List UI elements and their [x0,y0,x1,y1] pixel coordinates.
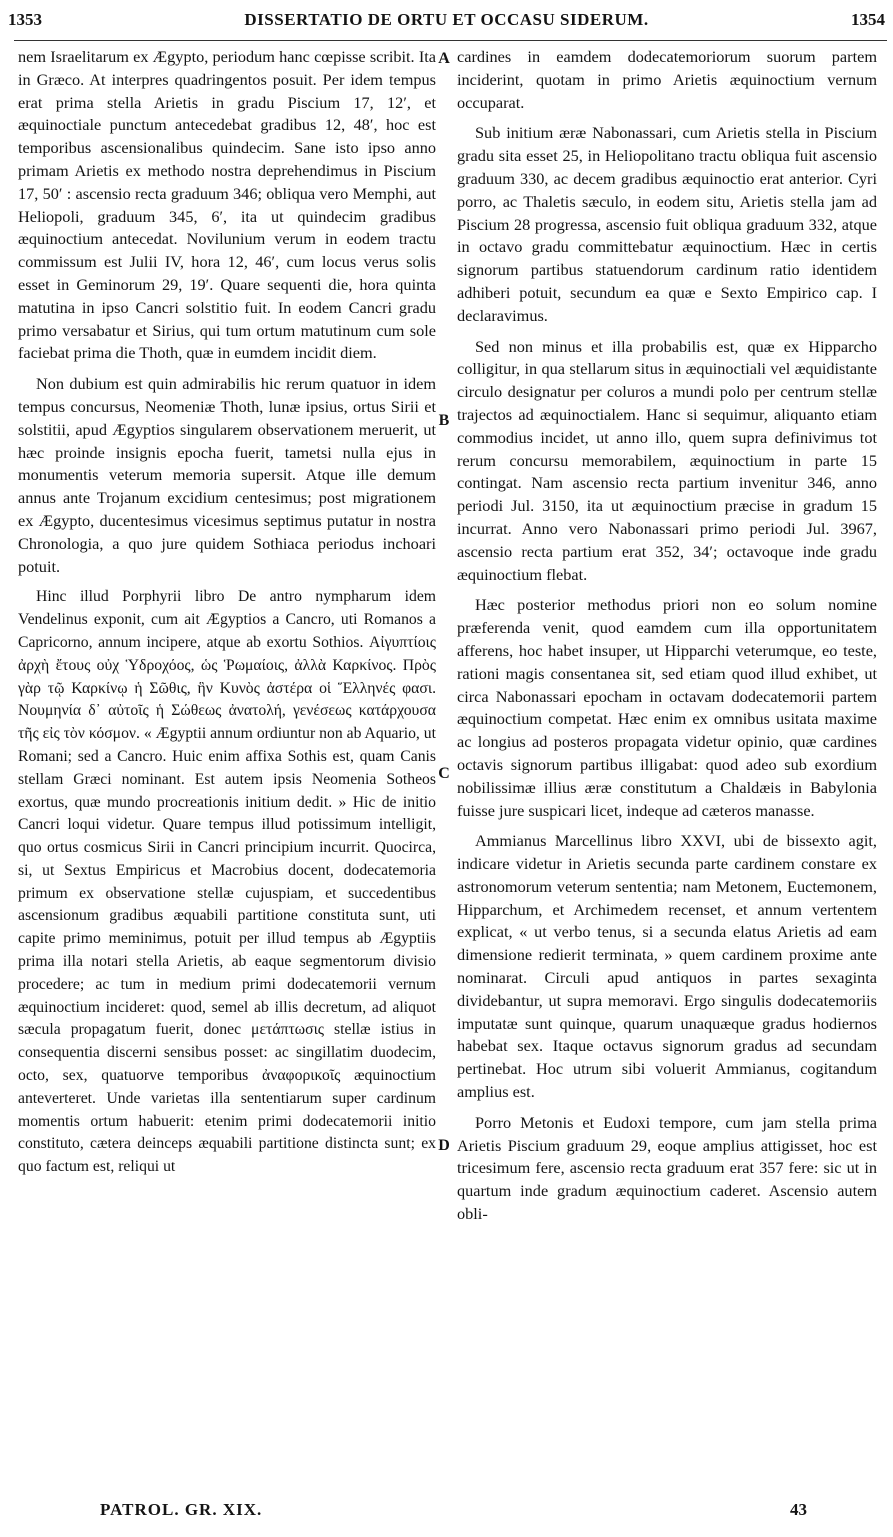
paragraph: Non dubium est quin admirabilis hic rerum quatuor in idem tempus concursus, Neomeniæ Thoth, lunæ ipsius, ortus Sirii et solstitii, apud Ægyptios singularem observationem meruerit, ut hæc proinde insignis epocha fuerit, tametsi nulla ejus in monumentis veterum memoria supersit. Atque ille demum annus ante Trojanum excidium centesimus; post migrationem ex Ægypto, ducentesimus vicesimus septimus putatur in nostra Chronologia, a quo jure quidem Sothiaca periodus inchoari potuit. [18,374,436,576]
margin-marker-b: B [438,412,450,429]
left-page-number: 1353 [8,10,42,29]
margin-marker-d: D [438,1137,450,1154]
paragraph: Ammianus Marcellinus libro XXVI, ubi de bissexto agit, indicare videtur in Arietis secunda parte cardinem constare ex astronomorum veterum sententia; nam Metonem, Euctemonem, Hipparchum, et Archimedem recenset, et annum vertentem explicat, « ut verbo tenus, si a secunda elatus Arietis ad eam dimensione redierit terminata, » quem cardinem proxime ante nominarat. Circuli apud antiquos in partes sexaginta dividebantur, ut supra memoravi. Ergo singulis dodecatemoriis imputatæ sunt quinque, quarum unaquæque gradus hodiernos habebat sex. Itaque octavus signorum gradus ad secundam pertinebat. Hoc utrum sibi voluerit Ammianus, cogitandum amplius est. [457,831,877,1102]
left-column [18,46,436,1187]
signature-number: 43 [790,1500,807,1519]
page-header [0,0,893,44]
right-column [457,46,877,1234]
paragraph: Hæc posterior methodus priori non eo solum nomine præferenda venit, quod eamdem cum illa opportunitatem afferens, hoc habet insuper, ut Hipparchi veterumque, eo teste, rationi magis consentanea sit, sed etiam quod illud exhibet, ut circa Nabonassari epocham in octavam dodecatemorii partem æquinoctium competat. Hæc enim ex omnibus usitata maxime ac longius ad posteros propagata videtur opinio, quæ cardines octavis signorum partibus illigabat: quod adeo sub exordium nobilissimæ illius æræ constitutum a Chaldæis in Babylonia fuisse jure suspicari licet, indeque ad cæteros manasse. [457,595,877,820]
paragraph: cardines in eamdem dodecatemoriorum suorum partem inciderint, quotam in primo Arietis æquinoctium vernum occuparat. [457,47,877,112]
running-title: DISSERTATIO DE ORTU ET OCCASU SIDERUM. [244,10,649,29]
right-page-number: 1354 [851,10,885,29]
paragraph: Sed non minus et illa probabilis est, quæ ex Hipparcho colligitur, in qua stellarum situs in æquinoctiali vel æquidistante circulo designatur per coluros a mundi polo per centrum stellæ trajectos ad æquinoctialem. Hanc si sequimur, aliquanto etiam commodius incidet, ut anno illo, quem supra definivimus tot rerum concursu memorabilem, æquinoctium in parte 15 contingat. Nam ascensio recta partium invenitur 346, anno periodi Jul. 3150, ita ut æquinoctium præcise in gradum 15 incurrat. Anno vero Nabonassari primo periodi Jul. 3967, ascensio recta partium erat 352, 34′; octavoque inde gradu æquinoctium flebat. [457,336,877,584]
header-rule [14,40,887,41]
paragraph: Hinc illud Porphyrii libro De antro nympharum idem Vendelinus exponit, cum ait Ægyptios a Cancro, uti Romanos a Capricorno, annum incipere, atque ab exortu Sothios. Αἰγυπτίοις ἀρχὴ ἔτους οὐχ Ὑδροχόος, ὡς Ῥωμαίοις, ἀλλὰ Καρκίνος. Πρὸς γὰρ τῷ Καρκίνῳ ἡ Σῶθις, ἣν Κυνὸς ἀστέρα οἱ Ἕλληνές φασι. Νουμηνία δ᾽ αὐτοῖς ἡ Σώθεως ἀνατολή, γενέσεως κατάρχουσα τῆς εἰς τὸν κόσμον. « Ægyptii annum ordiuntur non ab Aquario, ut Romani; sed a Cancro. Huic enim affixa Sothis est, quam Canis stellam Græci nominant. Est autem ipsis Neomenia Sotheos exortus, quæ mundo procreationis initium dedit. » Hic de initio Cancri loqui videtur. Quare tempus illud potissimum intelligit, quo ortus cosmicus Sirii in Cancri principium incurrit. Quocirca, si, ut Sextus Empiricus et Macrobius docent, dodecatemoria primum ex observatione stellæ cujuspiam, et succedentibus ascensionum gradibus æquabili partitione constituta sunt, uti capite primo meminimus, potuit per illud tempus ab Ægyptiis prima illa notari stella Arietis, ab eaque segmentorum divisio procedere; ac tum in medium primi dodecatemorii vernum æquinoctium incideret: quod, semel ab illis decretum, ad aliquot sæcula propagatum fuerit, donec μετάπτωσις stellæ istius in consequentia discerni sensibus posset: ac singillatim duodecim, octo, sex, quatuorve temporibus ἀναφορικοῖς æquinoctium anteverteret. Unde varietas illa sententiarum super cardinum momentis ortum habuerit: etenim primi dodecatemorii initio constituto, cætera deinceps æquabili partitione distincta sunt; ex quo factum est, reliqui ut [18,588,436,1176]
margin-marker-a: A [438,50,450,67]
paragraph: Sub initium æræ Nabonassari, cum Arietis stella in Piscium gradu sita esset 25, in Heliopolitano tractu obliqua fuit ascensio graduum 330, ac decem gradibus æquinoctio erat anterior. Cyri porro, ac Thaletis sæculo, in eodem situ, Arietis stella jam ad Piscium 28 progressa, ascensio fuit obliqua graduum 332, atque in octavo gradu committebatur æquinoctium. Hæc in certis signorum partibus statuendorum cardinum ratio identidem adhiberi potuit, secundum ea quæ e Sexto Empirico cap. I declaravimus. [457,123,877,325]
footer-series-label: PATROL. GR. XIX. [100,1500,263,1519]
margin-marker-c: C [438,765,450,782]
paragraph: Porro Metonis et Eudoxi tempore, cum jam stella prima Arietis Piscium graduum 29, eoque amplius attigisset, hoc est tricesimum fere, ascensio recta graduum erat 357 fere: sic ut in quartum inde gradum æquinoctium caderet. Ascensio autem obli- [457,1112,877,1224]
paragraph: nem Israelitarum ex Ægypto, periodum hanc cœpisse scribit. Ita in Græco. At interpres quadringentos posuit. Per idem tempus erat prima stella Arietis in gradu Piscium 17, 12′, et æquinoctiale punctum antecedebat gradibus 12, 48′, hoc est temporibus ascensionalibus quindecim. Sane isto ipso anno primam Arietis ex methodo nostra deprehendimus in Piscium 17, 50′ : ascensio recta graduum 346; obliqua vero Memphi, aut Heliopoli, graduum 345, 6′, ita ut quindecim gradibus æquinoctium antecedat. Novilunium verum in eodem tractu commissum est Julii IV, hora 12, 46′, cum locus verus solis esset in Geminorum 29, 19′. Quare sequenti die, hora quinta matutina in ipso Cancri solstitio fuit. In eodem Cancri gradu primo versabatur et Sirius, qui tum ortum matutinum cum sole faciebat prima die Thoth, quæ in eumdem incidit diem. [18,47,436,363]
